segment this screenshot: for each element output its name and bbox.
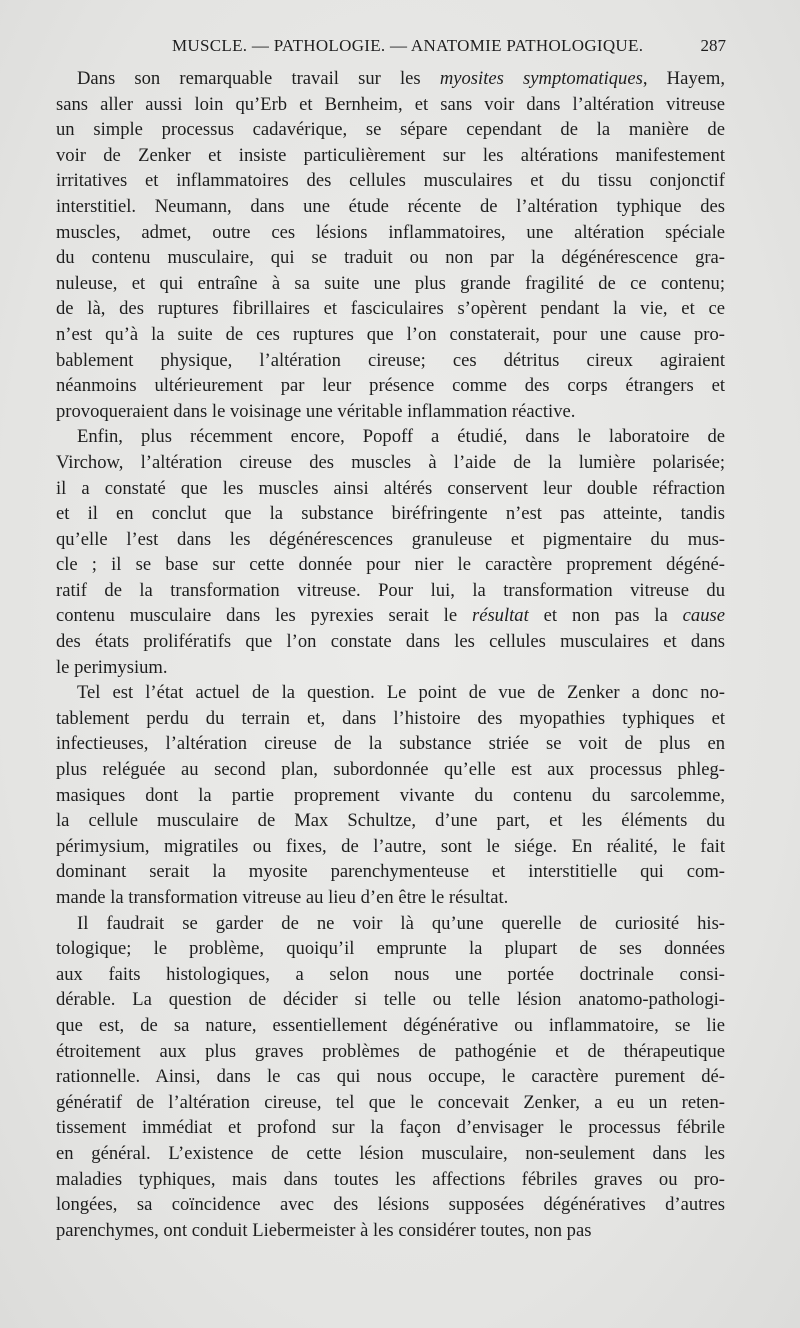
text-line: contenu musculaire dans les pyrexies serait le résultat et non pas la cause bbox=[56, 605, 725, 627]
page-number: 287 bbox=[700, 36, 726, 55]
text-line: Virchow, l’altération cireuse des muscles à l’aide de la lumière polarisée; bbox=[56, 451, 725, 473]
text-line: que est, de sa nature, essentiellement dégénérative ou inflammatoire, se lie bbox=[56, 1014, 725, 1036]
text-line: et il en conclut que la substance biréfringente n’est pas atteinte, tandis bbox=[56, 503, 725, 525]
text-line: provoqueraient dans le voisinage une véritable inflammation réactive. bbox=[56, 400, 576, 422]
text-line: aux faits histologiques, a selon nous une portée doctrinale consi- bbox=[56, 963, 725, 985]
text-line: tablement perdu du terrain et, dans l’histoire des myopathies typhiques et bbox=[56, 707, 725, 729]
text-line: tologique; le problème, quoiqu’il emprunte la plupart de ses données bbox=[56, 938, 725, 960]
text-line: longées, sa coïncidence avec des lésions supposées dégénératives d’autres bbox=[56, 1194, 725, 1216]
text-line: Tel est l’état actuel de la question. Le point de vue de Zenker a donc no- bbox=[77, 682, 725, 704]
text-line: maladies typhiques, mais dans toutes les affections fébriles graves ou pro- bbox=[56, 1168, 725, 1190]
text-line: rationnelle. Ainsi, dans le cas qui nous occupe, le caractère purement dé- bbox=[56, 1066, 725, 1088]
text-line: génératif de l’altération cireuse, tel que le concevait Zenker, a eu un reten- bbox=[56, 1091, 725, 1113]
running-head-title: MUSCLE. — PATHOLOGIE. — ANATOMIE PATHOLOGIQUE. bbox=[172, 36, 644, 55]
text-line: infectieuses, l’altération cireuse de la substance striée se voit de plus en bbox=[56, 733, 725, 755]
text-line: étroitement aux plus graves problèmes de pathogénie et de thérapeutique bbox=[56, 1040, 725, 1062]
text-line: il a constaté que les muscles ainsi altérés conservent leur double réfraction bbox=[56, 477, 725, 499]
text-line: mande la transformation vitreuse au lieu d’en être le résultat. bbox=[56, 887, 509, 908]
text-line: masiques dont la partie proprement vivante du contenu du sarcolemme, bbox=[56, 784, 725, 806]
text-line: ratif de la transformation vitreuse. Pour lui, la transformation vitreuse du bbox=[56, 579, 725, 601]
text-line: n’est qu’à la suite de ces ruptures que l’on constaterait, pour une cause pro- bbox=[56, 323, 725, 345]
text-line: le perimysium. bbox=[56, 656, 168, 678]
text-line: périmysium, migratiles ou fixes, de l’autre, sont le siége. En réalité, le fait bbox=[56, 835, 725, 857]
text-line: qu’elle l’est dans les dégénérescences granuleuse et pigmentaire du mus- bbox=[56, 528, 725, 550]
text-line: voir de Zenker et insiste particulièrement sur les altérations manifestement bbox=[56, 144, 725, 166]
text-line: irritatives et inflammatoires des cellules musculaires et du tissu conjonctif bbox=[56, 170, 725, 192]
text-line: interstitiel. Neumann, dans une étude récente de l’altération typhique des bbox=[56, 195, 725, 217]
text-line: dominant serait la myosite parenchymenteuse et interstitielle qui com- bbox=[56, 861, 725, 883]
text-line: dérable. La question de décider si telle ou telle lésion anatomo-pathologi- bbox=[56, 989, 725, 1011]
text-line: la cellule musculaire de Max Schultze, d’une part, et les éléments du bbox=[56, 810, 725, 832]
text-line: sans aller aussi loin qu’Erb et Bernheim, et sans voir dans l’altération vitreuse bbox=[56, 93, 725, 115]
body-text bbox=[56, 66, 725, 1243]
text-line: Il faudrait se garder de ne voir là qu’une querelle de curiosité his- bbox=[77, 912, 725, 934]
text-line: en général. L’existence de cette lésion musculaire, non-seulement dans les bbox=[56, 1142, 725, 1164]
text-line: parenchymes, ont conduit Liebermeister à les considérer toutes, non pas bbox=[56, 1219, 592, 1241]
text-line: nuleuse, et qui entraîne à sa suite une plus grande fragilité de ce contenu; bbox=[56, 272, 725, 294]
text-line: Enfin, plus récemment encore, Popoff a étudié, dans le laboratoire de bbox=[77, 426, 725, 448]
text-line: du contenu musculaire, qui se traduit ou non par la dégénérescence gra- bbox=[56, 247, 725, 269]
text-line: un simple processus cadavérique, se sépare cependant de la manière de bbox=[56, 119, 725, 141]
text-line: bablement physique, l’altération cireuse; ces détritus cireux agiraient bbox=[56, 349, 725, 371]
paragraph bbox=[56, 911, 725, 1244]
text-line: plus reléguée au second plan, subordonnée qu’elle est aux processus phleg- bbox=[56, 759, 725, 781]
paragraph bbox=[56, 680, 725, 910]
text-line: cle ; il se base sur cette donnée pour nier le caractère proprement dégéné- bbox=[56, 554, 725, 576]
running-head bbox=[0, 36, 800, 60]
text-line: des états prolifératifs que l’on constate dans les cellules musculaires et dans bbox=[56, 631, 725, 653]
paragraph bbox=[56, 66, 725, 424]
text-line: néanmoins ultérieurement par leur présence comme des corps étrangers et bbox=[56, 375, 725, 397]
text-line: muscles, admet, outre ces lésions inflammatoires, une altération spéciale bbox=[56, 221, 725, 243]
text-line: de là, des ruptures fibrillaires et fasciculaires s’opèrent pendant la vie, et ce bbox=[56, 298, 725, 320]
paragraph bbox=[56, 424, 725, 680]
text-line: tissement immédiat et profond sur la façon d’envisager le processus fébrile bbox=[56, 1117, 725, 1139]
text-line: Dans son remarquable travail sur les myosites symptomatiques, Hayem, bbox=[77, 68, 725, 89]
